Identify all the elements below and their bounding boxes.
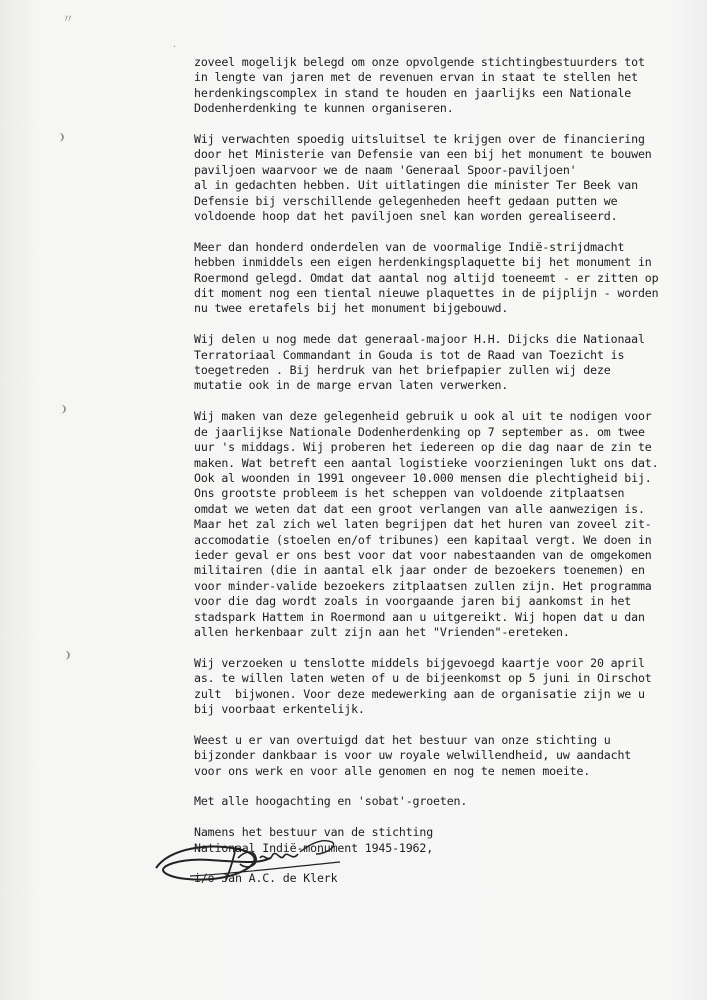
letter-paragraph [194, 332, 684, 394]
scan-mark: · [172, 42, 177, 51]
text-line: al in gedachten hebben. Uit uitlatingen die minister Ter Beek van [194, 178, 638, 193]
text-line: door het Ministerie van Defensie van een bij het monument te bouwen [194, 147, 652, 162]
text-line: militairen (die in aantal elk jaar onder de bezoekers toenemen) en [194, 563, 645, 578]
text-line: maken. Wat betreft een aantal logistieke voorzieningen lukt ons dat. [194, 455, 659, 470]
text-line: herdenkingscomplex in stand te houden en jaarlijks een Nationale [194, 85, 632, 100]
text-line: Wij verzoeken u tenslotte middels bijgevoegd kaartje voor 20 april [194, 655, 645, 670]
text-line: Roermond gelegd. Omdat dat aantal nog altijd toeneemt - er zitten op [194, 270, 659, 285]
text-line: voor ons werk en voor alle genomen en nog te nemen moeite. [194, 763, 591, 778]
text-line: Met alle hoogachting en 'sobat'-groeten. [194, 794, 468, 809]
text-line: stadspark Hattem in Roermond aan u uitgereikt. Wij hopen dat u dan [194, 609, 645, 624]
text-line: omdat we weten dat dat een groot verlangen van alle aanwezigen is. [194, 501, 645, 516]
text-line: dit moment nog een tiental nieuwe plaquettes in de pijplijn - worden [194, 286, 659, 301]
text-line: toegetreden . Bij herdruk van het briefpapier zullen wij deze [194, 363, 611, 378]
text-line: Meer dan honderd onderdelen van de voormalige Indië-strijdmacht [194, 239, 625, 254]
letter-body [194, 55, 684, 902]
text-line: allen herkenbaar zult zijn aan het "Vrienden"-ereteken. [194, 624, 570, 639]
letter-paragraph [194, 733, 684, 779]
text-line: as. te willen laten weten of u de bijeenkomst op 5 juni in Oirschot [194, 671, 652, 686]
text-line: Ons grootste probleem is het scheppen van voldoende zitplaatsen [194, 486, 625, 501]
handwritten-signature [150, 828, 350, 888]
letter-paragraph [194, 240, 684, 317]
text-line: Namens het bestuur van de stichting [194, 825, 434, 840]
text-line: Maar het zal zich wel laten begrijpen dat het huren van zoveel zit- [194, 517, 652, 532]
text-line: uur 's middags. Wij proberen het iedereen op die dag naar de zin te [194, 440, 652, 455]
text-line: Terratoriaal Commandant in Gouda is tot de Raad van Toezicht is [194, 347, 625, 362]
text-line: Ook al woonden in 1991 ongeveer 10.000 mensen die plechtigheid bij. [194, 470, 652, 485]
text-line: Wij delen u nog mede dat generaal-majoor H.H. Dijcks die Nationaal [194, 332, 645, 347]
scan-mark: 〃 [62, 12, 75, 26]
scan-mark: ❩ [60, 402, 68, 416]
scan-mark: ❩ [58, 130, 66, 144]
text-line: bij voorbaat erkentelijk. [194, 701, 365, 716]
text-line: Nationaal Indië-monument 1945-1962, [194, 840, 434, 855]
text-line: voor minder-valide bezoekers zitplaatsen zullen zijn. Het programma [194, 578, 652, 593]
text-line: de jaarlijkse Nationale Dodenherdenking op 7 september as. om twee [194, 424, 645, 439]
text-line: i/o Jan A.C. de Klerk [194, 871, 338, 886]
letter-paragraph [194, 656, 684, 718]
scan-mark: ❩ [64, 648, 72, 662]
text-line: Wij verwachten spoedig uitsluitsel te krijgen over de financiering [194, 132, 645, 147]
text-line: accomodatie (stoelen en/of tribunes) een kapitaal vergt. We doen in [194, 532, 652, 547]
text-line: zult bijwonen. Voor deze medewerking aan de organisatie zijn we u [194, 686, 645, 701]
text-line: voldoende hoop dat het paviljoen snel kan worden gerealiseerd. [194, 209, 618, 224]
text-line: paviljoen waarvoor we de naam 'Generaal Spoor-paviljoen' [194, 162, 577, 177]
letter-paragraph [194, 132, 684, 224]
text-line: Dodenherdenking te kunnen organiseren. [194, 101, 454, 116]
text-line: Defensie bij verschillende gelegenheden heeft gedaan putten we [194, 193, 618, 208]
letter-paragraph [194, 55, 684, 117]
text-line: Weest u er van overtuigd dat het bestuur van onze stichting u [194, 732, 611, 747]
text-line: voor die dag wordt zoals in voorgaande jaren bij aankomst in het [194, 594, 632, 609]
text-line: Wij maken van deze gelegenheid gebruik u ook al uit te nodigen voor [194, 409, 652, 424]
text-line: mutatie ook in de marge ervan laten verwerken. [194, 378, 509, 393]
text-line: ieder geval er ons best voor dat voor nabestaanden van de omgekomen [194, 547, 652, 562]
text-line: zoveel mogelijk belegd om onze opvolgende stichtingbestuurders tot [194, 55, 645, 69]
text-line: in lengte van jaren met de revenuen ervan in staat te stellen het [194, 70, 638, 85]
text-line: bijzonder dankbaar is voor uw royale welwillendheid, uw aandacht [194, 748, 632, 763]
text-line: nu twee eretafels bij het monument bijgebouwd. [194, 301, 509, 316]
letter-paragraph [194, 794, 684, 809]
text-line: hebben inmiddels een eigen herdenkingsplaquette bij het monument in [194, 255, 652, 270]
letter-paragraph [194, 409, 684, 640]
